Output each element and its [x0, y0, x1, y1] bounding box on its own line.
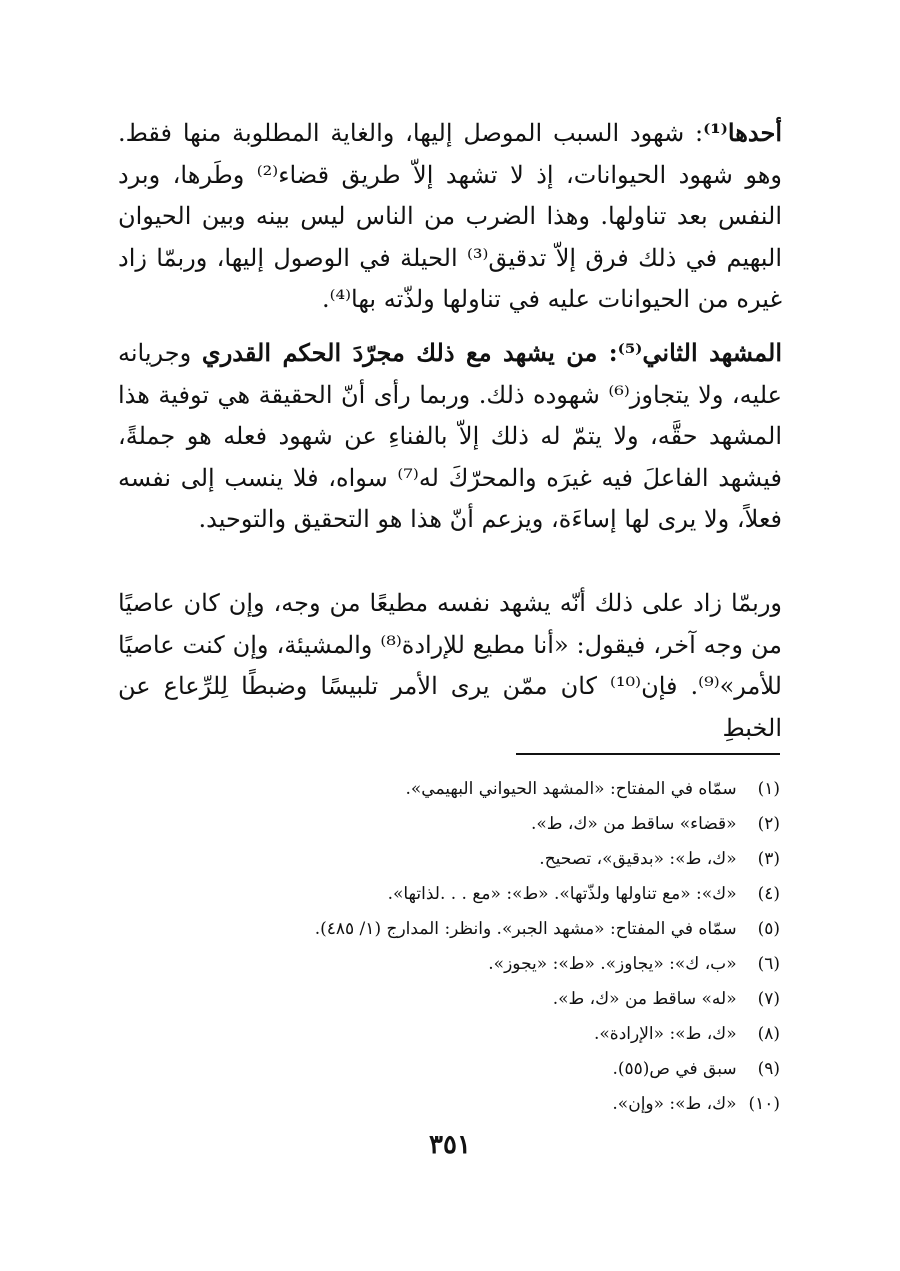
page-number: ٣٥١	[429, 1130, 471, 1160]
footnote-9	[118, 1052, 780, 1087]
paragraph-2	[118, 332, 782, 582]
main-text	[118, 112, 783, 742]
footnote-text: «ب، ك»: «يجاوز». «ط»: «يجوز».	[488, 954, 737, 974]
footnote-text: «ك»: «مع تناولها ولذّتها». «ط»: «مع . . .لذاتها».	[387, 884, 737, 904]
paragraph-1-text: : شهود السبب الموصل إليها، والغاية المطلوبة منها فقط. وهو شهود الحيوانات، إذ لا تشهد إلاّ طريق قضاء⁽²⁾ وطَرها، وبرد النفس بعد تناولها. وهذا الضرب من الناس ليس بينه وبين الحيوان البهيم في ذلك فرق إلاّ تدقيق⁽³⁾ الحيلة في الوصول إليها، وربمّا زاد غيره من الحيوانات عليه في تناولها ولذّته بها⁽⁴⁾.	[118, 119, 782, 313]
footnote-5	[118, 912, 780, 947]
footnote-number: (٧)	[757, 989, 780, 1009]
footnote-text: سمّاه في المفتاح: «مشهد الجبر». وانظر: المدارج (١/ ٤٨٥).	[314, 919, 737, 939]
footnote-text: «ك، ط»: «وإن».	[612, 1094, 737, 1114]
footnote-7	[118, 982, 780, 1017]
footnote-8	[118, 1017, 780, 1052]
footnote-4	[118, 877, 780, 912]
footnote-text: «قضاء» ساقط من «ك، ط».	[530, 814, 737, 834]
paragraph-1	[118, 112, 782, 332]
footnote-text: «ك، ط»: «الإرادة».	[594, 1024, 737, 1044]
footnote-text: سبق في ص(٥٥).	[612, 1059, 737, 1079]
paragraph-2-lead: المشهد الثاني⁽⁵⁾: من يشهد مع ذلك مجرّدَ الحكم القدري	[201, 338, 783, 367]
footnote-10	[118, 1087, 780, 1122]
footnote-number: (٦)	[757, 954, 780, 974]
paragraph-1-lead: أحدها⁽¹⁾	[703, 118, 782, 147]
footnote-number: (٨)	[757, 1024, 780, 1044]
paragraph-2-text: وجريانه عليه، ولا يتجاوز⁽⁶⁾ شهوده ذلك. وربما رأى أنّ الحقيقة هي توفية هذا المشهد حقَّه، ولا يتمّ له ذلك إلاّ بالفناءِ عن شهود فعله هو جملةً، فيشهد الفاعلَ فيه غيرَه والمحرّكَ له⁽⁷⁾ سواه، فلا ينسب إلى نفسه فعلاً، ولا يرى لها إساءَة، ويزعم أنّ هذا هو التحقيق والتوحيد.	[118, 339, 782, 533]
footnote-number: (٩)	[757, 1059, 780, 1079]
footnote-number: (١)	[757, 779, 780, 799]
footnote-1	[118, 772, 780, 807]
footnote-number: (٤)	[757, 884, 780, 904]
footnote-number: (٢)	[757, 814, 780, 834]
footnote-number: (٥)	[757, 919, 780, 939]
footnote-number: (١٠)	[748, 1094, 780, 1114]
footnote-text: «ك، ط»: «بدقيق»، تصحيح.	[539, 849, 737, 869]
footnote-3	[118, 842, 780, 877]
footnote-text: «له» ساقط من «ك، ط».	[552, 989, 737, 1009]
footnote-6	[118, 947, 780, 982]
paragraph-3-text: وربمّا زاد على ذلك أنّه يشهد نفسه مطيعًا من وجه، وإن كان عاصيًا من وجه آخر، فيقول: «أنا مطيع للإرادة⁽⁸⁾ والمشيئة، وإن كنت عاصيًا للأمر»⁽⁹⁾. فإن⁽¹⁰⁾ كان ممّن يرى الأمر تلبيسًا وضبطًا لِلرِّعاع عن الخبطِ	[118, 589, 782, 742]
footnotes	[118, 772, 780, 1122]
paragraph-3	[118, 582, 782, 742]
footnote-2	[118, 807, 780, 842]
footnote-number: (٣)	[757, 849, 780, 869]
footnote-separator	[516, 753, 780, 755]
footnote-text: سمّاه في المفتاح: «المشهد الحيواني البهيمي».	[405, 779, 737, 799]
